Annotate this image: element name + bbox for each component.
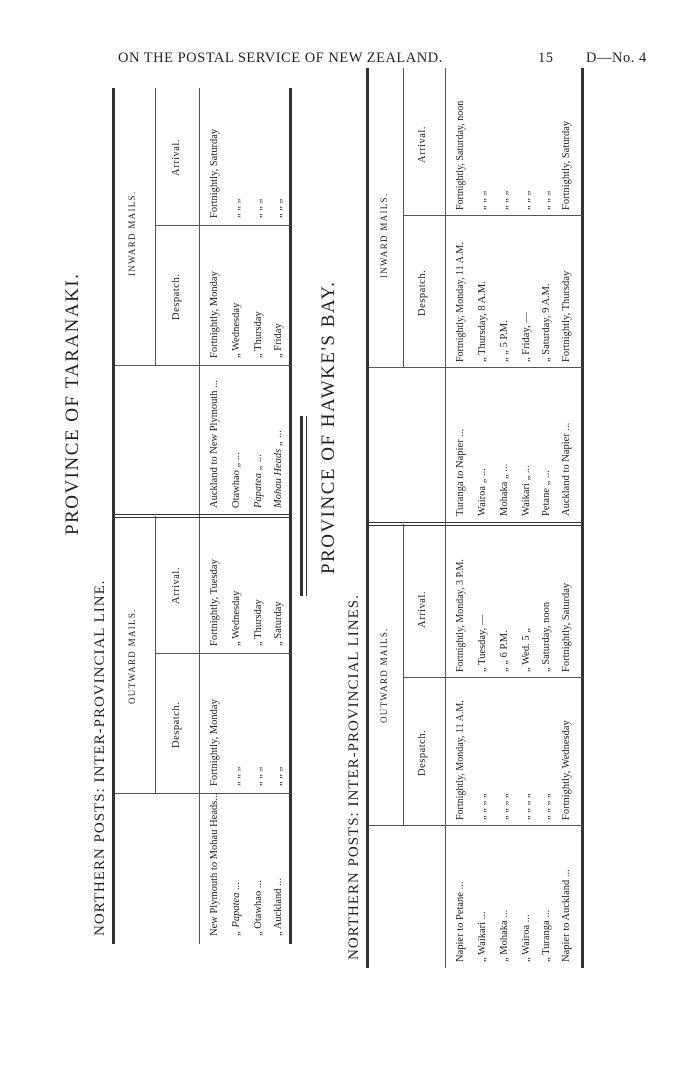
province-title-hawkes-bay: PROVINCE OF HAWKE'S BAY. [318, 280, 339, 574]
taranaki-inward-label: INWARD MAILS. [127, 190, 137, 276]
table-cell: Fortnightly, Saturday [209, 128, 220, 218]
province-title-taranaki: PROVINCE OF TARANAKI. [62, 272, 83, 535]
table-cell: „ „ „ „ [541, 793, 552, 820]
table-row: New Plymouth to Mohau Heads... [209, 792, 220, 936]
table-cell: „ Thursday, 8 A.M. [477, 281, 488, 362]
hawkes-inward-despatch-header: Despatch. [417, 269, 428, 316]
table-row: Auckland to New Plymouth ... [209, 379, 220, 508]
table-row: Mohau Heads „ ... [273, 429, 284, 508]
section-divider-thin [306, 416, 307, 596]
table-cell: „ Wed. 5 „ [521, 628, 532, 672]
table-row: Papatea „ ... [253, 454, 264, 508]
table-row: „ Otawhao ... [253, 880, 264, 936]
section-subtitle-hawkes-bay: NORTHERN POSTS: INTER-PROVINCIAL LINES. [346, 594, 362, 960]
table-row: „ Papatea ... [231, 882, 242, 936]
hawkes-outward-label: OUTWARD MAILS. [379, 627, 389, 723]
table-cell: „ Saturday, noon [541, 601, 552, 672]
running-header-title: ON THE POSTAL SERVICE OF NEW ZEALAND. [118, 50, 443, 66]
table-cell: Fortnightly, Monday, 11 A.M. [455, 242, 466, 362]
table-cell: „ „ „ „ [477, 793, 488, 820]
table-cell: „ „ „ [231, 766, 242, 786]
table-cell: Fortnightly, Tuesday [209, 559, 220, 646]
table-cell: „ „ „ [541, 190, 552, 210]
taranaki-outward-despatch-header: Despatch. [171, 701, 182, 748]
table-cell: „ Wednesday [231, 590, 242, 646]
table-cell: „ Thursday [253, 599, 264, 646]
table-row: „ Waikari ... [477, 911, 488, 962]
table-cell: „ „ „ „ [499, 793, 510, 820]
table-row: „ Mohaka ... [499, 909, 510, 962]
hawkes-outward-arrival-header: Arrival. [417, 591, 428, 628]
taranaki-table [112, 88, 292, 944]
taranaki-outward-arrival-header: Arrival. [171, 567, 182, 604]
hawkes-outward-despatch-header: Despatch. [417, 729, 428, 776]
taranaki-outward-label: OUTWARD MAILS. [127, 608, 137, 704]
table-cell: „ „ „ [521, 190, 532, 210]
table-cell: „ Friday, — [521, 312, 532, 362]
table-cell: „ Tuesday, — [477, 614, 488, 672]
table-cell: Fortnightly, Saturday, noon [455, 100, 466, 210]
document-reference: D—No. 4 [586, 50, 647, 66]
section-subtitle-taranaki: NORTHERN POSTS: INTER-PROVINCIAL LINE. [92, 579, 108, 936]
table-cell: „ „ 5 P.M. [499, 320, 510, 362]
table-cell: Fortnightly, Wednesday [561, 720, 572, 820]
hawkes-inward-label: INWARD MAILS. [379, 192, 389, 278]
table-cell: „ Saturday [273, 601, 284, 646]
table-cell: „ „ „ [273, 766, 284, 786]
hawkes-inward-arrival-header: Arrival. [417, 126, 428, 163]
table-row: Turanga to Napier ... [455, 428, 466, 516]
page-number: 15 [538, 50, 554, 66]
table-cell: „ Thursday [253, 311, 264, 358]
table-row: Wairoa „ ... [477, 468, 488, 516]
taranaki-inward-despatch-header: Despatch. [171, 273, 182, 320]
table-cell: Fortnightly, Thursday [561, 270, 572, 362]
table-cell: Fortnightly, Saturday [561, 120, 572, 210]
table-cell: Fortnightly, Monday, 11 A.M. [455, 700, 466, 820]
table-cell: Fortnightly, Monday [209, 271, 220, 358]
table-cell: „ „ „ [477, 190, 488, 210]
table-cell: „ Saturday, 9 A.M. [541, 283, 552, 362]
table-cell: Fortnightly, Monday, 3 P.M. [455, 559, 466, 672]
table-cell: Fortnightly, Monday [209, 699, 220, 786]
table-cell: „ „ „ [253, 766, 264, 786]
table-cell: Fortnightly, Saturday [561, 582, 572, 672]
table-row: Napier to Auckland ... [561, 869, 572, 962]
table-row: Mohaka „ ... [499, 463, 510, 516]
table-cell: „ „ „ [499, 190, 510, 210]
taranaki-inward-arrival-header: Arrival. [171, 139, 182, 176]
table-row: Petane „ ... [541, 470, 552, 516]
table-cell: „ „ „ [253, 198, 264, 218]
table-cell: „ „ „ [273, 198, 284, 218]
table-row: „ Auckland ... [273, 877, 284, 936]
table-cell: „ „ „ „ [521, 793, 532, 820]
table-cell: „ „ 6 P.M. [499, 630, 510, 672]
table-row: „ Turanga ... [541, 909, 552, 962]
section-divider [300, 416, 303, 596]
table-row: Napier to Petane ... [455, 881, 466, 962]
table-row: „ Wairoa ... [521, 914, 532, 962]
table-cell: „ Wednesday [231, 302, 242, 358]
table-cell: „ Friday [273, 323, 284, 358]
hawkes-bay-table [366, 68, 584, 968]
table-row: Waikari „ ... [521, 465, 532, 516]
table-cell: „ „ „ [231, 198, 242, 218]
table-row: Otawhao „ ... [231, 452, 242, 508]
table-row: Auckland to Napier ... [561, 422, 572, 516]
